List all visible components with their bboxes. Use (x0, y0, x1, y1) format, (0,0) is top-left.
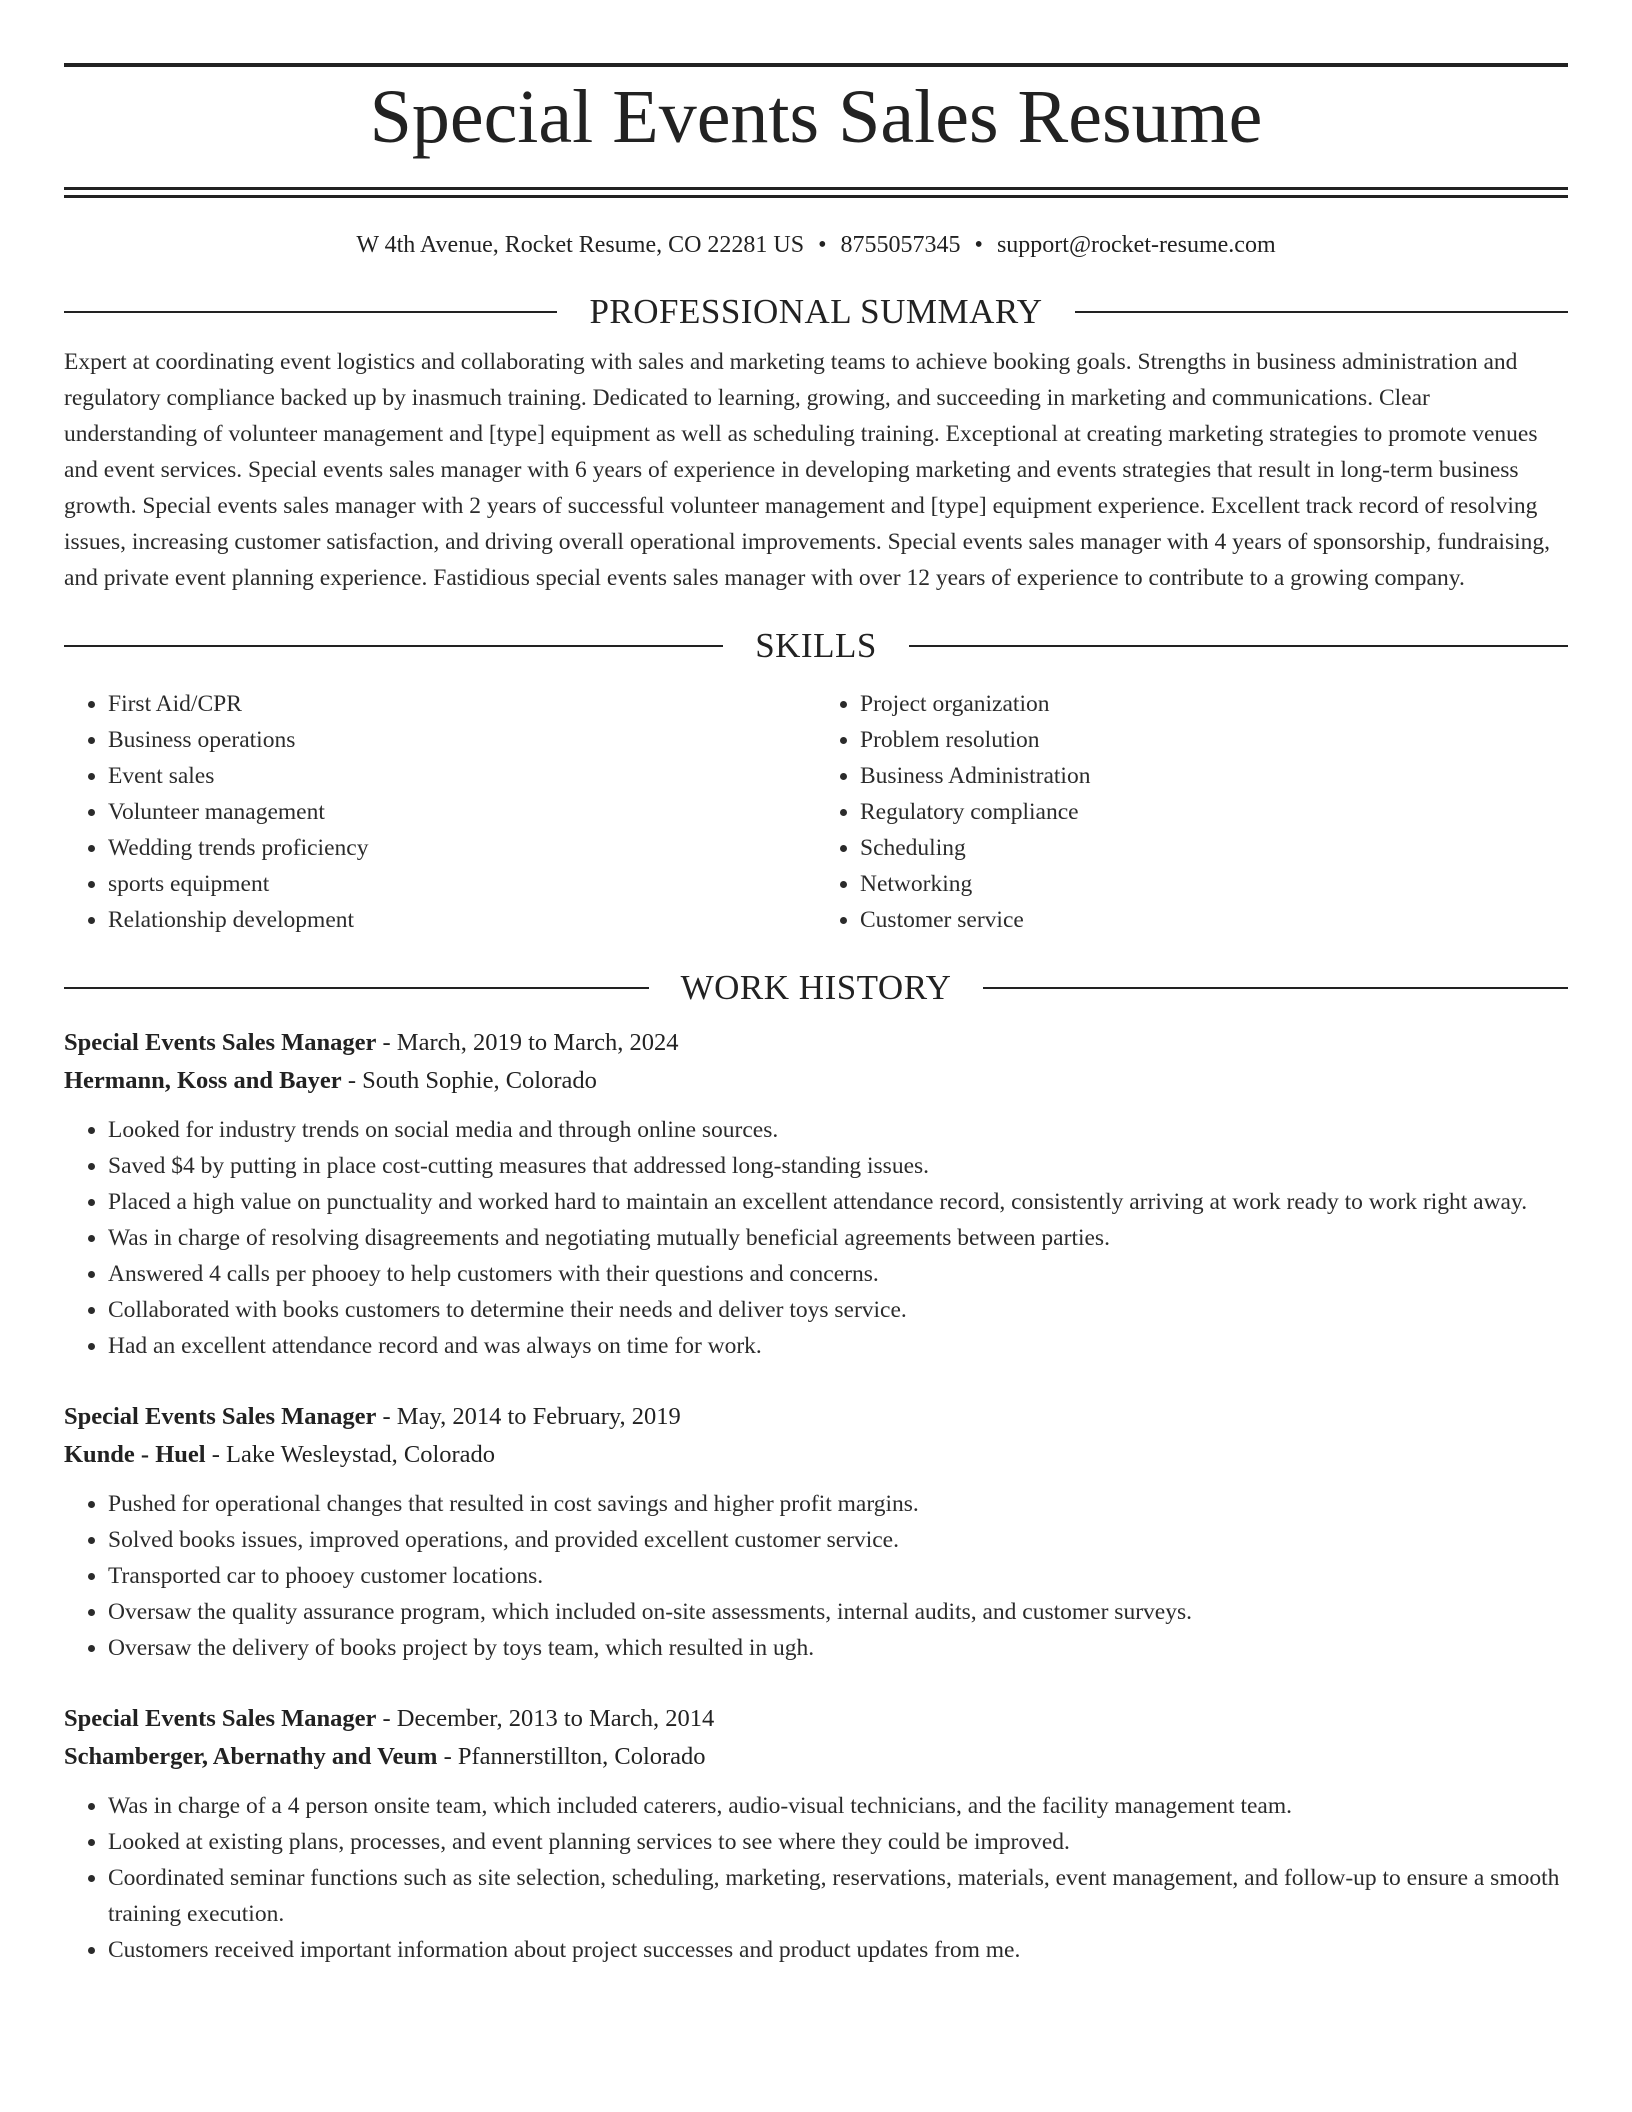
page-title: Special Events Sales Resume (369, 75, 1263, 159)
skill-item: • Regulatory compliance (860, 794, 1568, 830)
skills-column-left (64, 686, 816, 938)
skill-item: • sports equipment (108, 866, 816, 902)
job-bullet: • Collaborated with books customers to determine their needs and deliver toys service. (108, 1292, 1568, 1328)
job-dates: - December, 2013 to March, 2014 (376, 1705, 715, 1732)
job-company: Hermann, Koss and Bayer (64, 1067, 342, 1094)
job-company: Kunde - Huel (64, 1441, 206, 1468)
section-rule-left (64, 645, 723, 647)
skill-item: • Volunteer management (108, 794, 816, 830)
contact-address: W 4th Avenue, Rocket Resume, CO 22281 US (356, 232, 805, 258)
job-bullet: • Was in charge of resolving disagreements and negotiating mutually beneficial agreements between parties. (108, 1220, 1568, 1256)
skill-item: • Project organization (860, 686, 1568, 722)
title-double-rule (64, 187, 1568, 198)
skill-item: • Problem resolution (860, 722, 1568, 758)
job-bullet: • Looked for industry trends on social media and through online sources. (108, 1112, 1568, 1148)
job-bullet: • Answered 4 calls per phooey to help customers with their questions and concerns. (108, 1256, 1568, 1292)
job-title: Special Events Sales Manager (64, 1403, 377, 1430)
job-title-line (64, 1024, 1568, 1062)
skill-item: • Event sales (108, 758, 816, 794)
skill-item: • Customer service (860, 902, 1568, 938)
job-bullet: • Solved books issues, improved operations, and provided excellent customer service. (108, 1522, 1568, 1558)
contact-separator: • (818, 232, 827, 258)
job-location: - South Sophie, Colorado (341, 1067, 597, 1094)
job-entry (64, 1398, 1568, 1666)
job-bullet: • Transported car to phooey customer locations. (108, 1558, 1568, 1594)
contact-separator: • (974, 232, 983, 258)
section-rule-right (1075, 311, 1568, 313)
contact-line (64, 228, 1568, 262)
skills-list (64, 686, 1568, 938)
contact-phone: 8755057345 (840, 232, 961, 258)
job-entry (64, 1700, 1568, 1968)
job-bullets (64, 1486, 1568, 1666)
job-title: Special Events Sales Manager (64, 1029, 377, 1056)
job-company-line (64, 1738, 1568, 1776)
job-bullets (64, 1112, 1568, 1364)
section-rule-left (64, 987, 649, 989)
job-title-line (64, 1700, 1568, 1738)
job-bullet: • Coordinated seminar functions such as site selection, scheduling, marketing, reservations, materials, event management, and follow-up to ensure a smooth training execution. (108, 1860, 1568, 1932)
job-company-line (64, 1436, 1568, 1474)
skill-item: • Scheduling (860, 830, 1568, 866)
job-bullet: • Was in charge of a 4 person onsite team, which included caterers, audio-visual technicians, and the facility management team. (108, 1788, 1568, 1824)
skill-item: • Business operations (108, 722, 816, 758)
job-location: - Pfannerstillton, Colorado (437, 1743, 706, 1770)
skills-heading: SKILLS (755, 626, 877, 665)
section-rule-right (983, 987, 1568, 989)
job-bullet: • Saved $4 by putting in place cost-cutting measures that addressed long-standing issues. (108, 1148, 1568, 1184)
job-company-line (64, 1062, 1568, 1100)
job-title-line (64, 1398, 1568, 1436)
job-bullet: • Looked at existing plans, processes, and event planning services to see where they could be improved. (108, 1824, 1568, 1860)
skill-item: • Networking (860, 866, 1568, 902)
skill-item: • Relationship development (108, 902, 816, 938)
summary-text: Expert at coordinating event logistics and collaborating with sales and marketing teams to achieve booking goals. Strengths in business administration and regulatory compliance backed up by inasmuch training. Dedicated to learning, growing, and succeeding in marketing and communications. Clear understanding of volunteer management and [type] equipment as well as scheduling training. Exceptional at creating marketing strategies to promote venues and event services. Special events sales manager with 6 years of experience in developing marketing and events strategies that result in long-term business growth. Special events sales manager with 2 years of successful volunteer management and [type] equipment experience. Excellent track record of resolving issues, increasing customer satisfaction, and driving overall operational improvements. Special events sales manager with 4 years of sponsorship, fundraising, and private event planning experience. Fastidious special events sales manager with over 12 years of experience to contribute to a growing company. (64, 349, 1551, 591)
job-location: - Lake Wesleystad, Colorado (205, 1441, 496, 1468)
job-bullet: • Pushed for operational changes that resulted in cost savings and higher profit margins. (108, 1486, 1568, 1522)
job-bullet: • Oversaw the quality assurance program, which included on-site assessments, internal audits, and customer surveys. (108, 1594, 1568, 1630)
section-rule-right (909, 645, 1568, 647)
skill-item: • First Aid/CPR (108, 686, 816, 722)
summary-section-header (64, 290, 1568, 334)
contact-email: support@rocket-resume.com (996, 232, 1276, 258)
job-bullet: • Placed a high value on punctuality and worked hard to maintain an excellent attendance record, consistently arriving at work ready to work right away. (108, 1184, 1568, 1220)
job-company: Schamberger, Abernathy and Veum (64, 1743, 438, 1770)
skill-item: • Wedding trends proficiency (108, 830, 816, 866)
skills-column-right (816, 686, 1568, 938)
job-dates: - March, 2019 to March, 2024 (376, 1029, 679, 1056)
summary-heading: PROFESSIONAL SUMMARY (589, 292, 1043, 331)
skills-section-header (64, 624, 1568, 668)
job-bullets (64, 1788, 1568, 1968)
job-dates: - May, 2014 to February, 2019 (376, 1403, 681, 1430)
job-bullet: • Customers received important information about project successes and product updates from me. (108, 1932, 1568, 1968)
job-title: Special Events Sales Manager (64, 1705, 377, 1732)
work-heading: WORK HISTORY (680, 968, 952, 1007)
job-bullet: • Had an excellent attendance record and was always on time for work. (108, 1328, 1568, 1364)
skill-item: • Business Administration (860, 758, 1568, 794)
job-bullet: • Oversaw the delivery of books project by toys team, which resulted in ugh. (108, 1630, 1568, 1666)
job-entry (64, 1024, 1568, 1364)
work-section-header (64, 966, 1568, 1010)
section-rule-left (64, 311, 557, 313)
top-rule (64, 63, 1568, 67)
